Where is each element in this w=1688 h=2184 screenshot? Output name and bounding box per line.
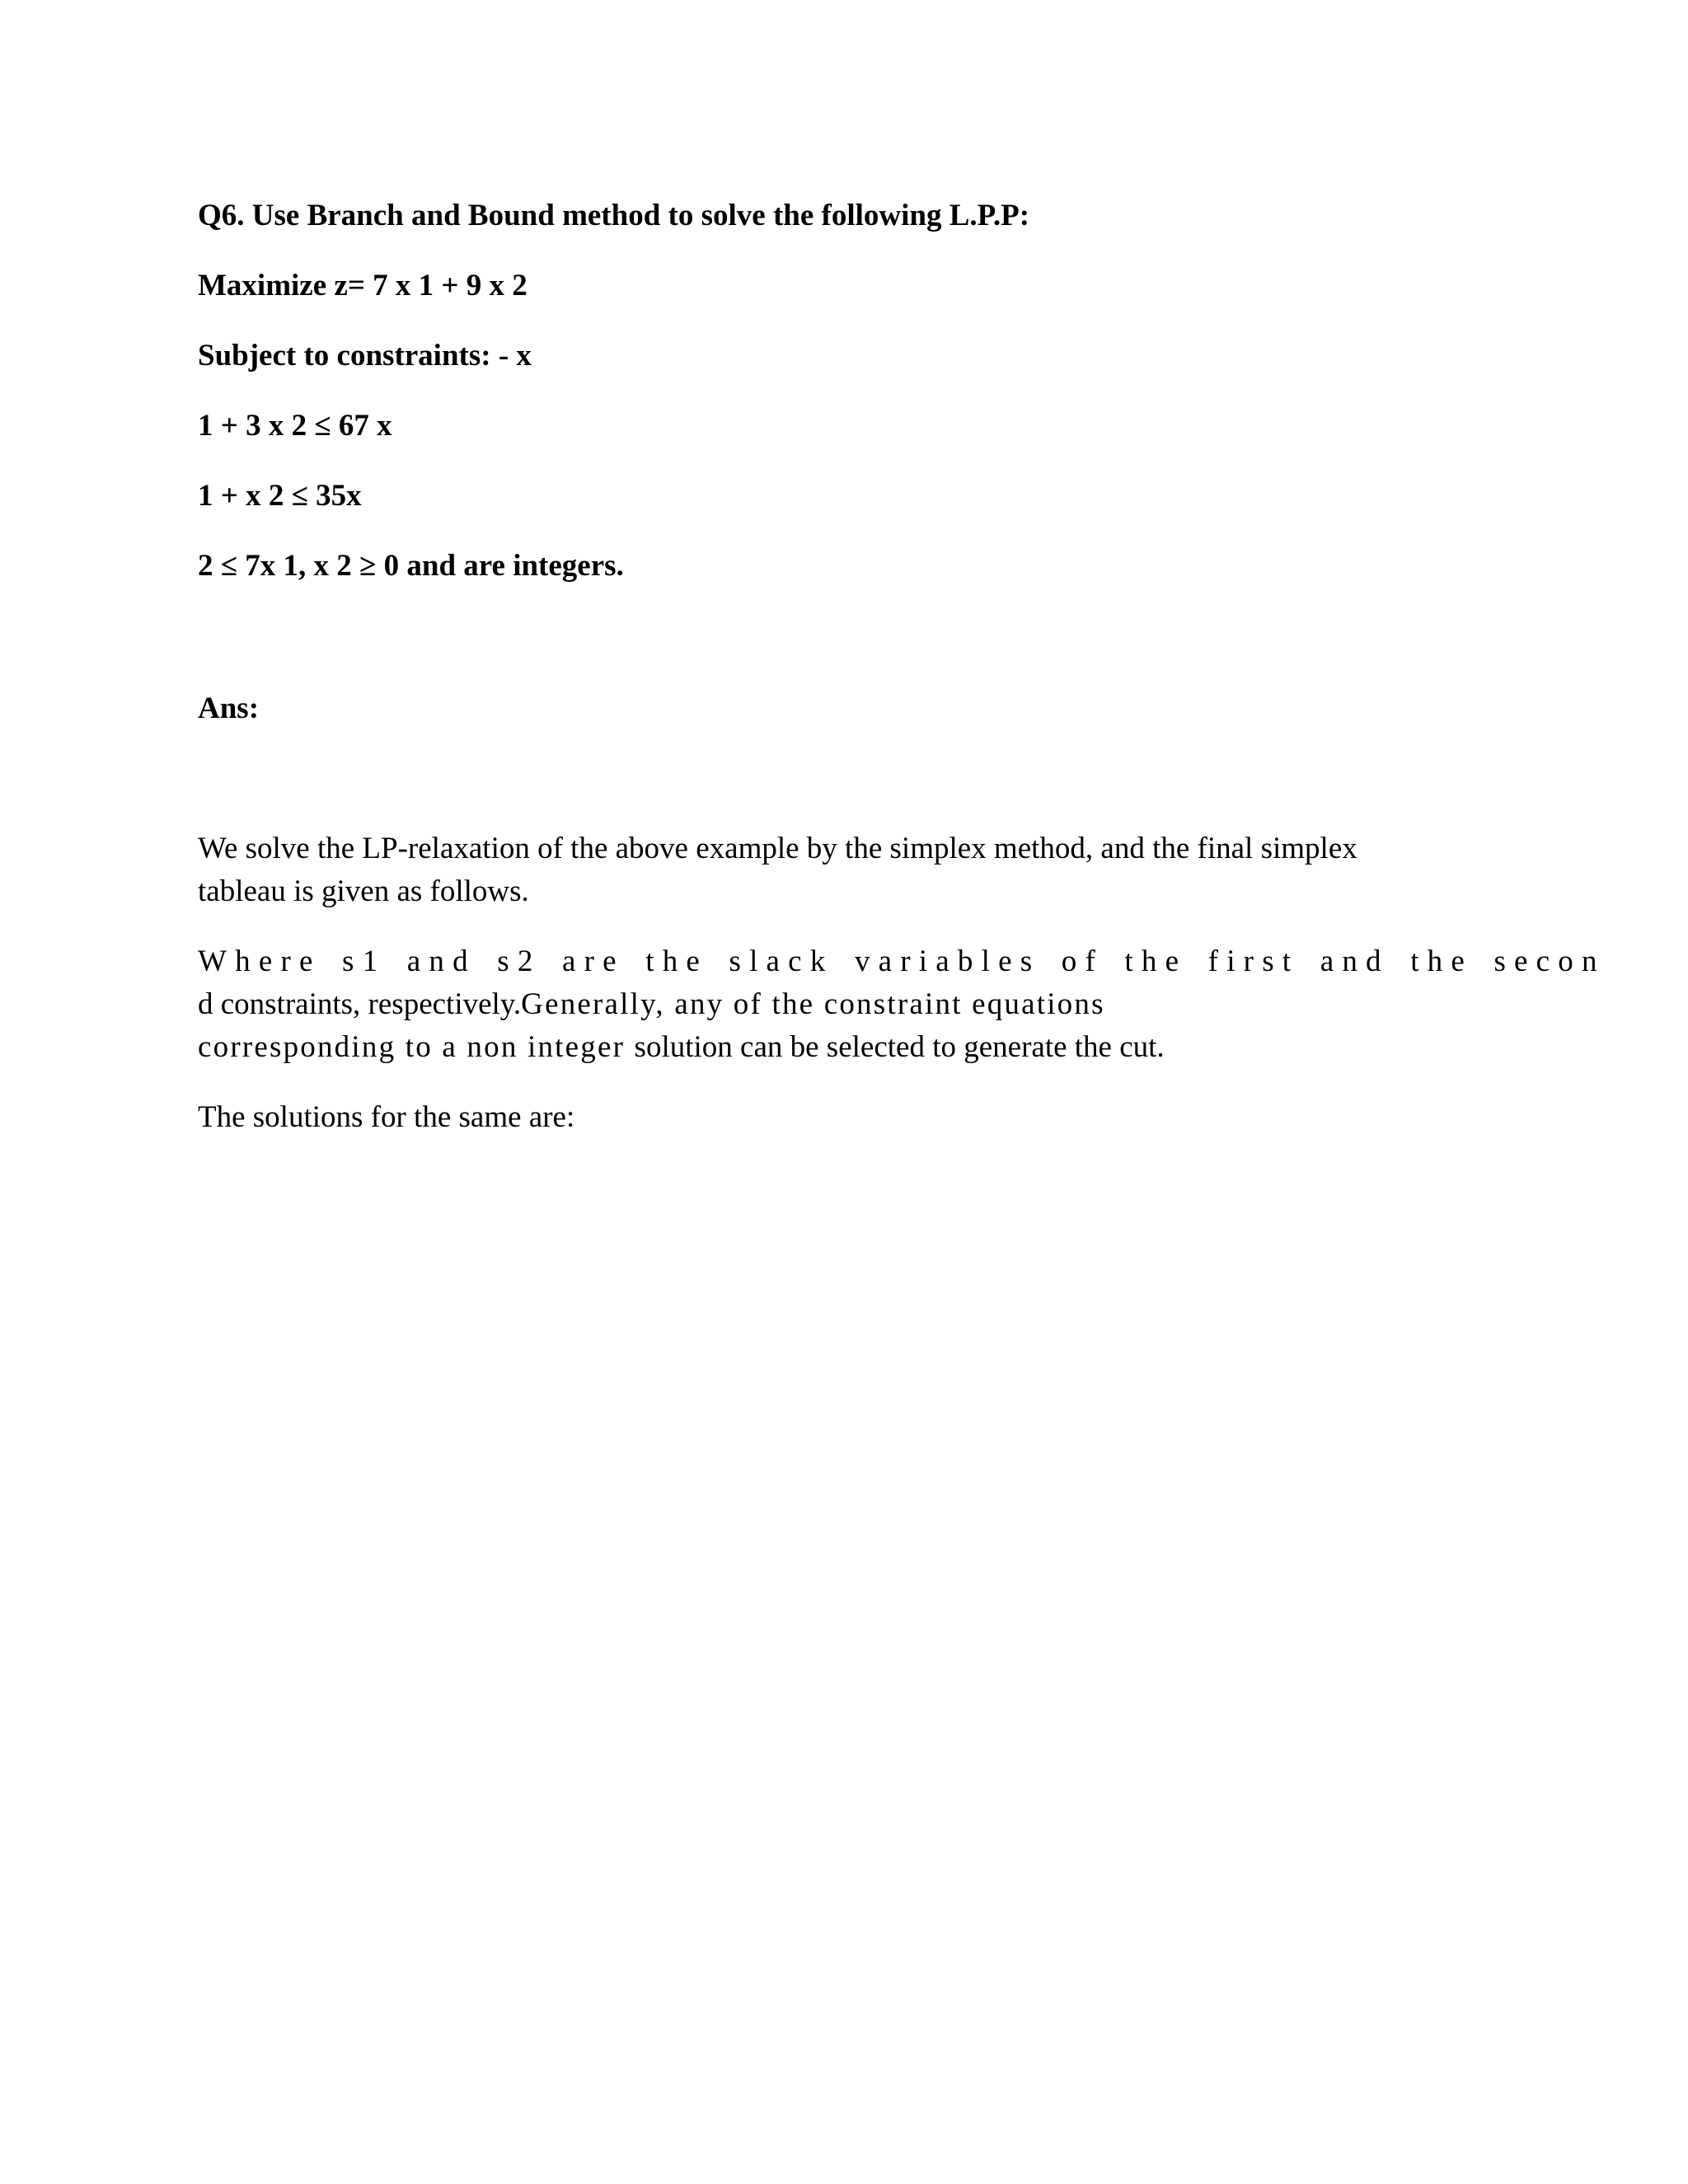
paragraph-1-line-2: tableau is given as follows. (198, 874, 529, 908)
paragraph-1-line-1: We solve the LP-relaxation of the above example by the simplex method, and the final simplex (198, 832, 1357, 865)
paragraph-2-line-3 (198, 1029, 1165, 1066)
constraints-intro: Subject to constraints: - x (198, 339, 532, 373)
question-title: Q6. Use Branch and Bound method to solve the following L.P.P: (198, 199, 1030, 232)
objective-function: Maximize z= 7 x 1 + 9 x 2 (198, 269, 528, 302)
constraint-line-3: 2 ≤ 7x 1, x 2 ≥ 0 and are integers. (198, 549, 624, 583)
paragraph-2-line-2-part-b: Generally, any of the constraint equations (521, 987, 1105, 1021)
paragraph-2-line-2-part-a: d constraints, respectively. (198, 987, 522, 1021)
paragraph-2-line-1: Where s1 and s2 are the slack variables of the first and the secon (198, 944, 1606, 978)
paragraph-3: The solutions for the same are: (198, 1100, 575, 1134)
constraint-line-2: 1 + x 2 ≤ 35x (198, 479, 362, 513)
answer-label: Ans: (198, 691, 260, 725)
paragraph-2-line-3-part-b: solution can be selected to generate the cut. (634, 1030, 1165, 1064)
paragraph-2-line-3-part-a: corresponding to a non integer (198, 1030, 635, 1064)
paragraph-2-line-2 (198, 987, 1105, 1023)
constraint-line-1: 1 + 3 x 2 ≤ 67 x (198, 409, 392, 443)
